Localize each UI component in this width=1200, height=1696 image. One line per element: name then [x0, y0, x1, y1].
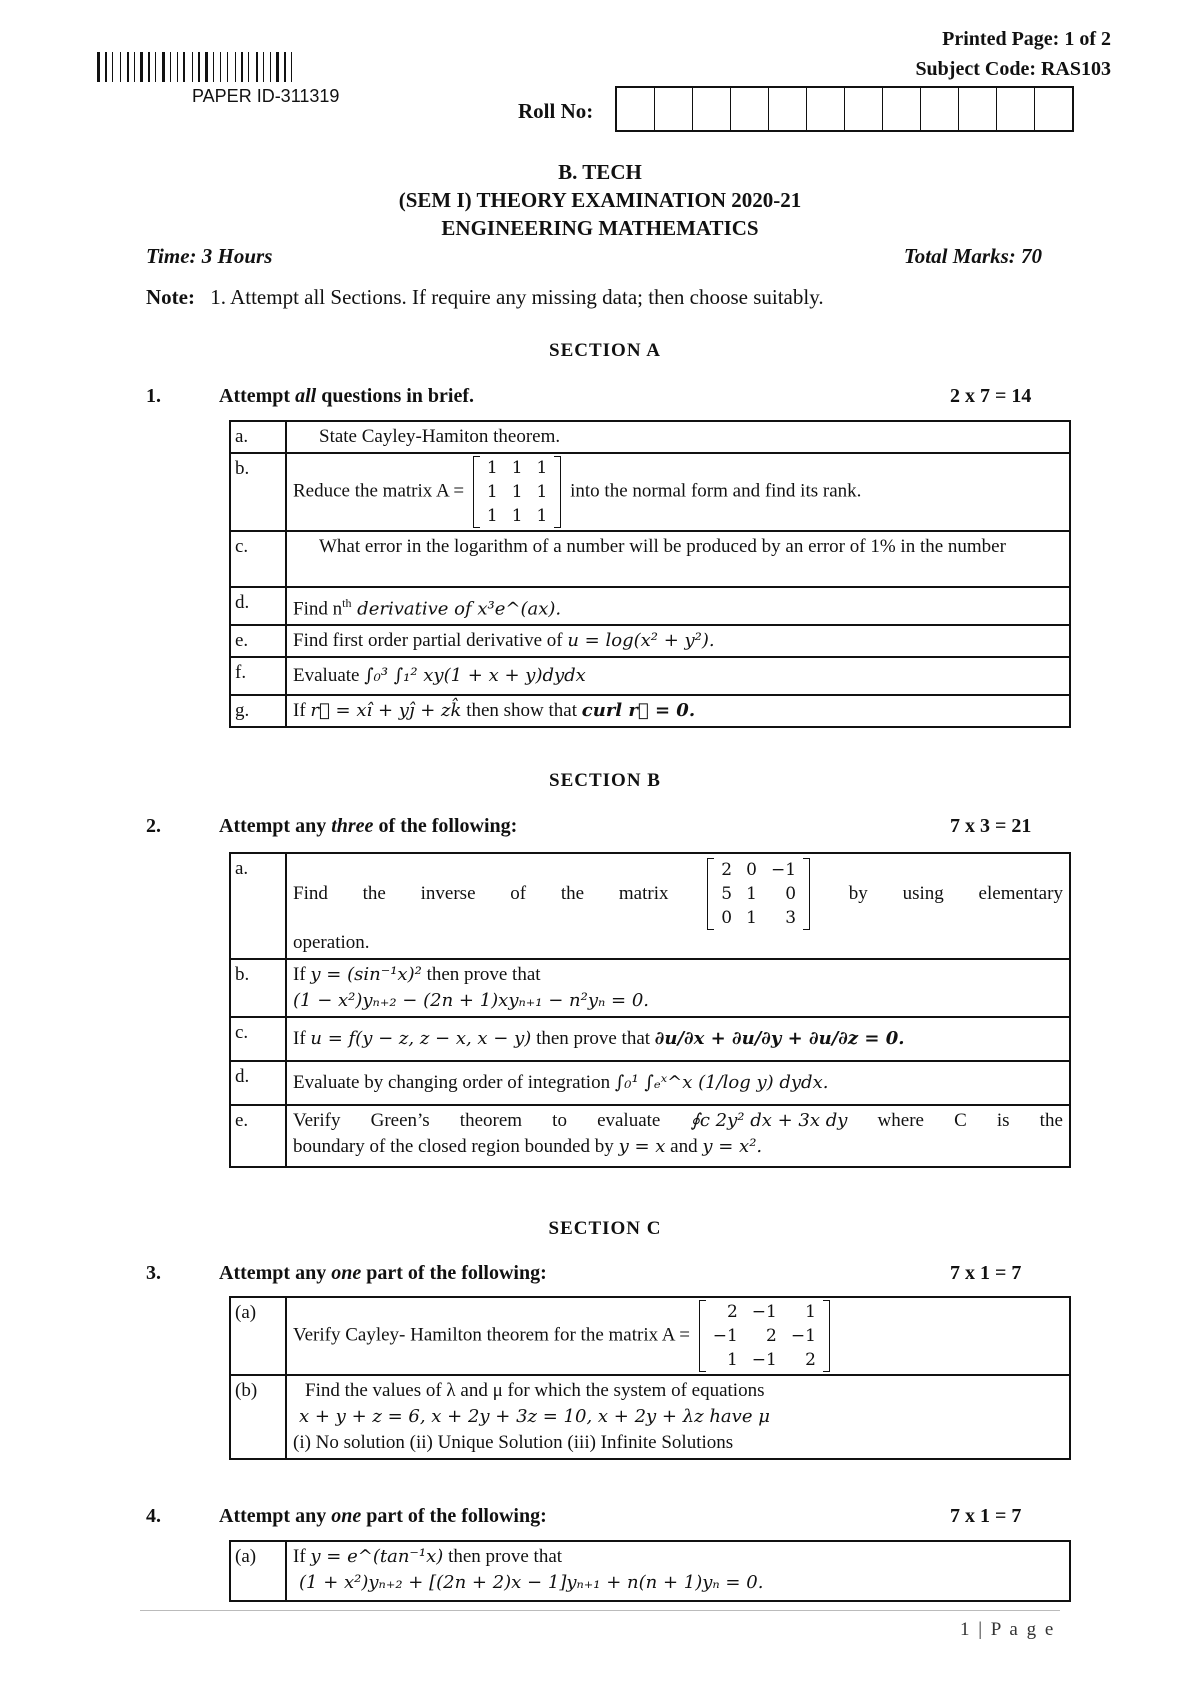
q3-instr-post: part of the following:: [361, 1262, 547, 1284]
item-math: y = (sin⁻¹x)²: [310, 964, 422, 985]
item-label: b.: [230, 959, 286, 1017]
matrix-cell: 1: [511, 458, 523, 478]
item-content: [286, 625, 1070, 657]
note-label: Note:: [146, 285, 195, 309]
item-text-pre: Reduce the matrix A =: [293, 480, 465, 502]
item-sup: th: [342, 596, 352, 610]
table-row: [230, 531, 1070, 587]
item-math: y = x².: [702, 1136, 763, 1157]
item-text-post: into the normal form and find its rank.: [570, 480, 862, 502]
q4-marks: 7 x 1 = 7: [950, 1505, 1022, 1527]
matrix-cell: 1: [511, 506, 523, 526]
matrix-cell: 1: [536, 458, 548, 478]
q2-instr-pre: Attempt any: [219, 815, 332, 837]
table-row: [230, 1375, 1070, 1459]
matrix-cell: 2: [721, 860, 733, 880]
paper-id: PAPER ID-311319: [192, 86, 340, 106]
page-number: 1 | P a g e: [960, 1619, 1056, 1640]
table-row: [230, 421, 1070, 453]
q2-instruction: [219, 815, 517, 838]
section-a-heading: SECTION A: [549, 340, 661, 361]
total-marks: Total Marks: 70: [903, 244, 1042, 268]
matrix-cell: 5: [721, 884, 733, 904]
q1-instr-post: questions in brief.: [316, 385, 475, 407]
title-course: B. TECH: [558, 160, 642, 184]
item-text-pre: Verify Cayley- Hamilton theorem for the matrix A =: [293, 1324, 690, 1346]
item-math: ∫₀¹ ∫ₑˣ^x (1/log y) dydx.: [614, 1072, 829, 1093]
matrix-cell: −1: [790, 1326, 816, 1346]
item-math: u = log(x² + y²).: [567, 630, 715, 652]
item-math: y = e^(tan⁻¹x): [310, 1546, 444, 1567]
word: Green’s: [370, 1110, 430, 1131]
item-content: [286, 1105, 1070, 1167]
q4-instr-em: one: [331, 1505, 362, 1527]
q3-number: 3.: [146, 1262, 161, 1284]
item-content: [286, 1297, 1070, 1375]
q3-marks: 7 x 1 = 7: [950, 1262, 1022, 1284]
item-content: [286, 1061, 1070, 1105]
item-label: d.: [230, 1061, 286, 1105]
item-math: ∂u/∂x + ∂u/∂y + ∂u/∂z = 0.: [654, 1028, 905, 1049]
word: C: [954, 1110, 967, 1131]
word: Verify: [293, 1110, 341, 1131]
note: [146, 285, 824, 310]
item-label: g.: [230, 695, 286, 727]
item-text-post: then prove that: [448, 1546, 563, 1567]
item-label: c.: [230, 531, 286, 587]
item-text-post: then prove that: [426, 964, 541, 985]
matrix-cell: 2: [766, 1326, 777, 1346]
item-text-pre: If: [293, 1546, 306, 1567]
item-math: r⃗ = xî + yĵ + zk̂: [310, 700, 462, 722]
word: Find: [293, 883, 328, 904]
roll-no-boxes[interactable]: [615, 86, 1074, 132]
table-row: [230, 1061, 1070, 1105]
item-math: u = f(y − z, z − x, x − y): [310, 1028, 532, 1049]
q1-instr-pre: Attempt: [219, 385, 296, 407]
word: inverse: [420, 883, 476, 904]
word: evaluate: [597, 1110, 661, 1131]
item-label: b.: [230, 453, 286, 531]
item-line2-pre: boundary of the closed region bounded by: [293, 1136, 614, 1157]
matrix-cell: 1: [746, 884, 757, 904]
q2-number: 2.: [146, 815, 161, 837]
matrix-cell: 1: [726, 1350, 738, 1370]
table-row: [230, 853, 1070, 959]
matrix-cell: 1: [536, 482, 548, 502]
item-content: [286, 1017, 1070, 1061]
item-content: [286, 453, 1070, 531]
item-text-post: then prove that: [536, 1028, 651, 1049]
matrix-cell: −1: [751, 1350, 777, 1370]
item-text-pre: Find first order partial derivative of: [293, 630, 563, 652]
item-content: [286, 695, 1070, 727]
q4-instr-post: part of the following:: [361, 1505, 547, 1527]
matrix-c: [699, 1300, 830, 1372]
matrix-cell: −1: [770, 860, 797, 880]
matrix-cell: 1: [536, 506, 548, 526]
q3-instr-em: one: [331, 1262, 362, 1284]
title-subject: ENGINEERING MATHEMATICS: [441, 216, 759, 240]
item-text-pre: Evaluate: [293, 665, 360, 687]
matrix-cell: −1: [751, 1302, 777, 1322]
word: the: [560, 883, 585, 904]
q4-table: [229, 1540, 1071, 1602]
item-label: c.: [230, 1017, 286, 1061]
matrix-cell: 1: [746, 908, 757, 928]
table-row: [230, 1541, 1070, 1601]
matrix-cell: 1: [486, 458, 498, 478]
item-label: (a): [230, 1297, 286, 1375]
roll-no-label: Roll No:: [518, 99, 594, 123]
item-line1: Find the values of λ and μ for which the system of equations: [305, 1380, 765, 1401]
item-math: ∮c 2y² dx + 3x dy: [690, 1110, 848, 1131]
item-content: [286, 657, 1070, 695]
table-row: [230, 1105, 1070, 1167]
item-label: a.: [230, 853, 286, 959]
section-a-table: [229, 420, 1071, 728]
item-line3: (i) No solution (ii) Unique Solution (iii) Infinite Solutions: [293, 1432, 734, 1453]
q2-instr-em: three: [331, 815, 374, 837]
q1-instruction: [219, 385, 474, 408]
item-text: What error in the logarithm of a number will be produced by an error of 1% in the number: [286, 531, 1070, 587]
word: theorem: [459, 1110, 523, 1131]
table-row: [230, 695, 1070, 727]
item-and: and: [670, 1136, 698, 1157]
word: the: [362, 883, 386, 904]
item-label: (b): [230, 1375, 286, 1459]
item-text-post: derivative of x³e^(ax).: [351, 598, 562, 620]
item-label: e.: [230, 625, 286, 657]
table-row: [230, 959, 1070, 1017]
q3-instr-pre: Attempt any: [219, 1262, 332, 1284]
title-exam: (SEM I) THEORY EXAMINATION 2020-21: [398, 188, 802, 212]
matrix-cell: 3: [785, 908, 797, 928]
matrix-cell: 1: [805, 1302, 816, 1322]
item-math: y = x: [618, 1136, 666, 1157]
q2-instr-post: of the following:: [373, 815, 518, 837]
word: to: [552, 1110, 567, 1131]
word: where: [877, 1110, 924, 1131]
subject-code: Subject Code: RAS103: [915, 58, 1111, 80]
q1-instr-em: all: [295, 385, 317, 407]
barcode: [97, 52, 452, 82]
matrix-cell: 0: [746, 860, 757, 880]
item-label: e.: [230, 1105, 286, 1167]
note-text: 1. Attempt all Sections. If require any missing data; then choose suitably.: [210, 285, 824, 309]
item-text-pre: If: [293, 700, 306, 722]
item-content: [286, 587, 1070, 625]
item-line2: operation.: [293, 932, 370, 953]
matrix-cell: 2: [726, 1302, 738, 1322]
item-content: [286, 1375, 1070, 1459]
time-label: Time: 3 Hours: [146, 244, 273, 268]
item-label: d.: [230, 587, 286, 625]
item-text-pre: Evaluate by changing order of integration: [293, 1072, 611, 1093]
matrix-cell: −1: [712, 1326, 738, 1346]
q3-instruction: [219, 1262, 547, 1285]
word: by: [848, 883, 868, 904]
item-label: a.: [230, 421, 286, 453]
matrix-b: [707, 858, 810, 930]
footer-divider: [140, 1610, 1060, 1611]
matrix-cell: 0: [785, 884, 797, 904]
item-content: [286, 959, 1070, 1017]
matrix-cell: 1: [486, 482, 498, 502]
matrix-cell: 2: [805, 1350, 816, 1370]
word: the: [1039, 1110, 1063, 1131]
q2-marks: 7 x 3 = 21: [950, 815, 1032, 837]
item-label: (a): [230, 1541, 286, 1601]
q3-table: [229, 1296, 1071, 1460]
matrix-cell: 0: [721, 908, 733, 928]
matrix-a: [473, 456, 561, 528]
table-row: [230, 625, 1070, 657]
table-row: [230, 657, 1070, 695]
word: of: [510, 883, 527, 904]
item-content: [286, 853, 1070, 959]
item-text: State Cayley-Hamiton theorem.: [286, 421, 1070, 453]
section-b-table: [229, 852, 1071, 1168]
section-b-heading: SECTION B: [549, 770, 661, 791]
q1-number: 1.: [146, 385, 161, 407]
section-c-heading: SECTION C: [548, 1218, 662, 1239]
q1-marks: 2 x 7 = 14: [950, 385, 1032, 407]
word: elementary: [978, 883, 1063, 904]
item-math: curl r⃗ = 0.: [581, 700, 696, 722]
item-text-pre: If: [293, 964, 306, 985]
table-row: [230, 1017, 1070, 1061]
word: using: [902, 883, 944, 904]
item-text-pre: Find n: [293, 598, 343, 620]
table-row: [230, 1297, 1070, 1375]
item-line2: x + y + z = 6, x + 2y + 3z = 10, x + 2y + λz have μ: [299, 1406, 770, 1427]
matrix-cell: 1: [511, 482, 523, 502]
item-text-pre: If: [293, 1028, 306, 1049]
item-label: f.: [230, 657, 286, 695]
item-math: ∫₀³ ∫₁² xy(1 + x + y)dydx: [364, 665, 586, 687]
item-line2: (1 + x²)yₙ₊₂ + [(2n + 2)x − 1]yₙ₊₁ + n(n + 1)yₙ = 0.: [299, 1572, 764, 1593]
item-line2: (1 − x²)yₙ₊₂ − (2n + 1)xyₙ₊₁ − n²yₙ = 0.: [293, 990, 649, 1011]
matrix-cell: 1: [486, 506, 498, 526]
item-text-mid: then show that: [466, 700, 578, 722]
q4-instr-pre: Attempt any: [219, 1505, 332, 1527]
table-row: [230, 587, 1070, 625]
q4-instruction: [219, 1505, 547, 1528]
table-row: [230, 453, 1070, 531]
item-content: [286, 1541, 1070, 1601]
q4-number: 4.: [146, 1505, 161, 1527]
word: is: [996, 1110, 1010, 1131]
word: matrix: [618, 883, 669, 904]
printed-page: Printed Page: 1 of 2: [942, 28, 1111, 50]
